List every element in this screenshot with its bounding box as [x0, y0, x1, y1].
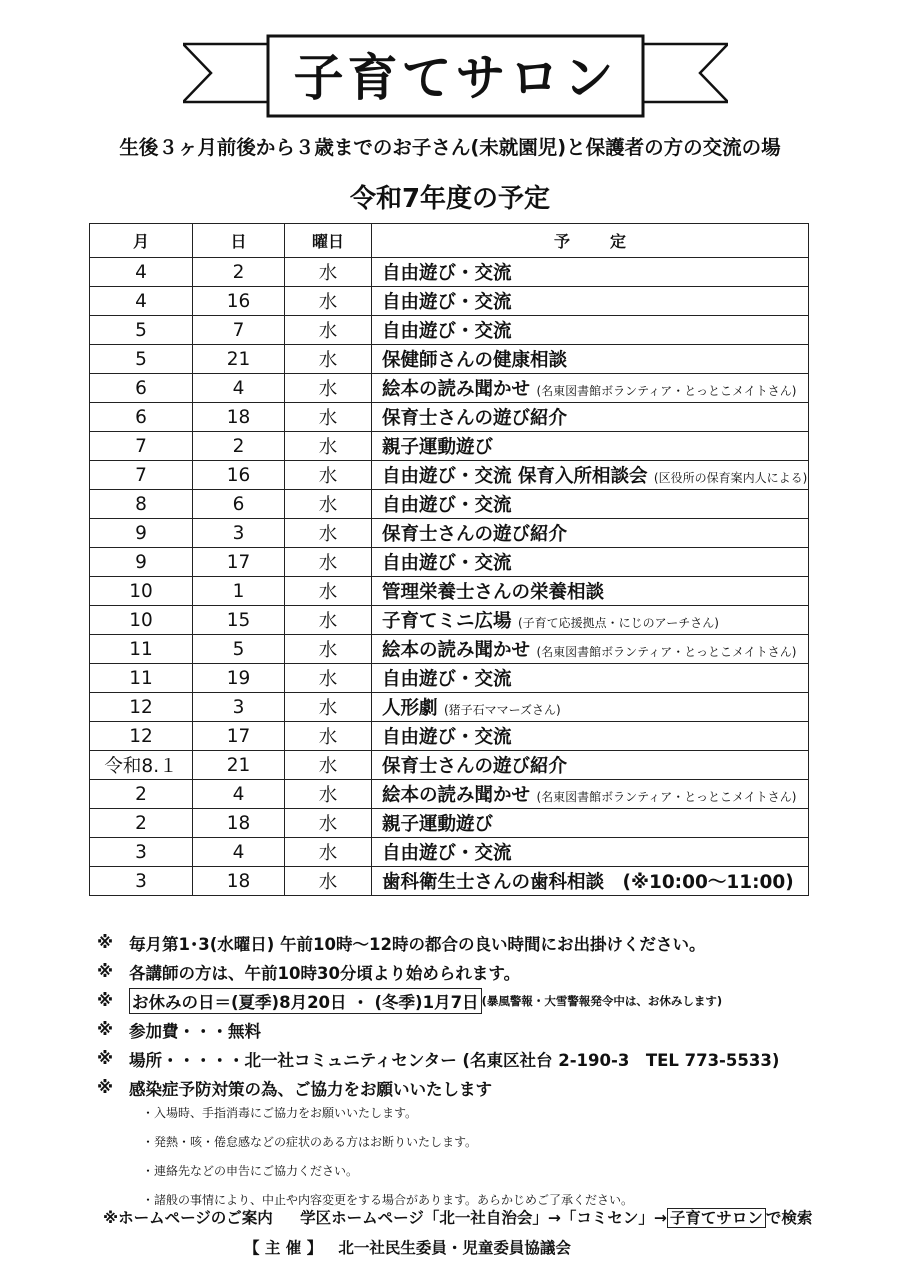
row-day: 4 [193, 374, 285, 403]
row-month: 2 [90, 809, 193, 838]
subtitle: 生後３ヶ月前後から３歳までのお子さん(未就園児)と保護者の方の交流の場 [119, 136, 781, 159]
plan-text: 自由遊び・交流 [382, 553, 512, 574]
note-holiday [97, 986, 877, 1015]
row-weekday: 水 [285, 664, 372, 693]
row-plan [372, 838, 809, 867]
row-plan [372, 664, 809, 693]
row-plan [372, 287, 809, 316]
row-plan [372, 780, 809, 809]
row-day: 17 [193, 722, 285, 751]
plan-text: 自由遊び・交流 [382, 263, 512, 284]
row-day: 17 [193, 548, 285, 577]
row-month: 6 [90, 403, 193, 432]
row-month: 3 [90, 838, 193, 867]
row-day: 2 [193, 432, 285, 461]
row-month: 4 [90, 287, 193, 316]
row-plan [372, 809, 809, 838]
plan-text: 人形劇 [382, 698, 438, 719]
row-day: 2 [193, 258, 285, 287]
holiday-box: お休みの日＝(夏季)8月20日 ・ (冬季)1月7日 [129, 988, 482, 1014]
row-plan [372, 403, 809, 432]
table-row [90, 780, 809, 809]
row-weekday: 水 [285, 403, 372, 432]
plan-text: 自由遊び・交流 [382, 843, 512, 864]
plan-text: 自由遊び・交流 保育入所相談会 [382, 466, 648, 487]
plan-text: 絵本の読み聞かせ [382, 640, 531, 661]
sub-note: ・発熱・咳・倦怠感などの症状のある方はお断りいたします。 [142, 1135, 478, 1149]
row-plan [372, 751, 809, 780]
row-plan [372, 345, 809, 374]
row-month: 10 [90, 606, 193, 635]
plan-text: 親子運動遊び [382, 814, 494, 835]
row-month: 7 [90, 461, 193, 490]
row-day: 18 [193, 809, 285, 838]
row-day: 4 [193, 838, 285, 867]
table-row [90, 403, 809, 432]
note-time-text: 毎月第1･3(水曜日) 午前10時～12時の都合の良い時間にお出掛けください。 [129, 934, 706, 954]
plan-text: 保育士さんの遊び紹介 [382, 408, 568, 429]
note-mark: ※ [97, 991, 114, 1010]
row-month: 8 [90, 490, 193, 519]
table-row [90, 606, 809, 635]
row-weekday: 水 [285, 722, 372, 751]
row-day: 1 [193, 577, 285, 606]
note-place [97, 1044, 877, 1073]
homepage-suffix: で検索 [765, 1209, 813, 1227]
row-month: 11 [90, 664, 193, 693]
row-month: 4 [90, 258, 193, 287]
schedule-body [90, 258, 809, 896]
row-weekday: 水 [285, 548, 372, 577]
row-weekday: 水 [285, 635, 372, 664]
table-row [90, 345, 809, 374]
row-day: 16 [193, 287, 285, 316]
row-day: 21 [193, 345, 285, 374]
plan-text: 自由遊び・交流 [382, 292, 512, 313]
note-fee-text: 参加費・・・無料 [129, 1021, 261, 1041]
title-banner [183, 32, 728, 127]
row-plan [372, 722, 809, 751]
plan-text: 絵本の読み聞かせ [382, 379, 531, 400]
plan-text: 自由遊び・交流 [382, 495, 512, 516]
plan-text: 自由遊び・交流 [382, 727, 512, 748]
table-row [90, 693, 809, 722]
homepage-search-term: 子育てサロン [667, 1208, 766, 1228]
row-month: 令和8.１ [90, 751, 193, 780]
row-weekday: 水 [285, 519, 372, 548]
table-row [90, 519, 809, 548]
table-row [90, 722, 809, 751]
row-month: 10 [90, 577, 193, 606]
plan-note: (区役所の保育案内人による) [653, 471, 808, 485]
row-month: 7 [90, 432, 193, 461]
plan-text: 保育士さんの遊び紹介 [382, 524, 568, 545]
header-day: 日 [193, 224, 285, 258]
row-weekday: 水 [285, 838, 372, 867]
row-weekday: 水 [285, 780, 372, 809]
plan-text: 親子運動遊び [382, 437, 494, 458]
row-weekday: 水 [285, 432, 372, 461]
sub-note: ・入場時、手指消毒にご協力をお願いいたします。 [142, 1106, 418, 1120]
table-row [90, 635, 809, 664]
row-month: 5 [90, 316, 193, 345]
row-day: 6 [193, 490, 285, 519]
row-plan [372, 635, 809, 664]
table-row [90, 809, 809, 838]
schedule-table [89, 223, 809, 896]
row-day: 18 [193, 403, 285, 432]
note-place-text: 場所・・・・・北一社コミュニティセンター (名東区社台 2-190-3 TEL 773-5533) [129, 1050, 780, 1070]
schedule-heading: 令和7年度の予定 [349, 184, 551, 214]
row-day: 19 [193, 664, 285, 693]
note-lecture-text: 各講師の方は、午前10時30分頃より始められます。 [129, 963, 521, 983]
page-title: 子育てサロン [293, 49, 618, 107]
row-plan [372, 577, 809, 606]
table-row [90, 548, 809, 577]
row-weekday: 水 [285, 287, 372, 316]
table-row [90, 838, 809, 867]
row-weekday: 水 [285, 606, 372, 635]
row-plan [372, 316, 809, 345]
plan-note: (名東図書館ボランティア・とっとこメイトさん) [536, 645, 797, 659]
plan-text: 絵本の読み聞かせ [382, 785, 531, 806]
homepage-guide [103, 1206, 812, 1228]
row-plan [372, 519, 809, 548]
row-weekday: 水 [285, 316, 372, 345]
table-row [90, 287, 809, 316]
row-day: 15 [193, 606, 285, 635]
plan-note: (名東図書館ボランティア・とっとこメイトさん) [536, 790, 797, 804]
plan-text: 子育てミニ広場 [382, 611, 512, 632]
row-weekday: 水 [285, 577, 372, 606]
row-weekday: 水 [285, 345, 372, 374]
plan-text: 保育士さんの遊び紹介 [382, 756, 568, 777]
row-day: 7 [193, 316, 285, 345]
row-month: 5 [90, 345, 193, 374]
table-row [90, 374, 809, 403]
header-weekday: 曜日 [285, 224, 372, 258]
row-day: 5 [193, 635, 285, 664]
plan-text: 自由遊び・交流 [382, 321, 512, 342]
note-mark: ※ [97, 1078, 114, 1097]
row-weekday: 水 [285, 374, 372, 403]
table-row [90, 316, 809, 345]
note-time [97, 928, 877, 957]
notes-section [97, 928, 877, 1102]
plan-note: (名東図書館ボランティア・とっとこメイトさん) [536, 384, 797, 398]
plan-text: 管理栄養士さんの栄養相談 [382, 582, 605, 603]
row-weekday: 水 [285, 809, 372, 838]
row-month: 9 [90, 548, 193, 577]
row-day: 3 [193, 519, 285, 548]
note-mark: ※ [97, 1049, 114, 1068]
table-row [90, 258, 809, 287]
row-day: 18 [193, 867, 285, 896]
holiday-extra: (暴風警報・大雪警報発令中は、お休みします) [481, 993, 723, 1008]
note-mark: ※ [97, 962, 114, 981]
row-plan [372, 693, 809, 722]
note-lecture [97, 957, 877, 986]
row-weekday: 水 [285, 867, 372, 896]
table-row [90, 490, 809, 519]
infection-sub-notes [142, 1098, 633, 1214]
table-row [90, 664, 809, 693]
row-plan [372, 548, 809, 577]
plan-note: (猪子石ママーズさん) [443, 703, 561, 717]
row-day: 3 [193, 693, 285, 722]
homepage-path: 学区ホームページ「北一社自治会」→「コミセン」→ [300, 1209, 667, 1227]
row-weekday: 水 [285, 490, 372, 519]
row-weekday: 水 [285, 461, 372, 490]
table-header-row [90, 224, 809, 258]
row-day: 16 [193, 461, 285, 490]
row-weekday: 水 [285, 751, 372, 780]
table-row [90, 461, 809, 490]
row-plan [372, 258, 809, 287]
homepage-label: ※ホームページのご案内 [103, 1209, 273, 1227]
plan-text: 自由遊び・交流 [382, 669, 512, 690]
plan-note: (子育て応援拠点・にじのアーチさん) [517, 616, 719, 630]
row-month: 11 [90, 635, 193, 664]
table-row [90, 751, 809, 780]
organizer-name: 北一社民生委員・児童委員協議会 [338, 1239, 571, 1257]
row-plan [372, 461, 809, 490]
note-fee [97, 1015, 877, 1044]
table-row [90, 867, 809, 896]
header-month: 月 [90, 224, 193, 258]
row-plan [372, 490, 809, 519]
table-row [90, 577, 809, 606]
row-plan [372, 606, 809, 635]
note-mark: ※ [97, 1020, 114, 1039]
organizer-label: 【 主 催 】 [244, 1239, 323, 1257]
row-day: 4 [193, 780, 285, 809]
row-month: 2 [90, 780, 193, 809]
row-plan [372, 867, 809, 896]
sub-note: ・連絡先などの申告にご協力ください。 [142, 1164, 359, 1178]
note-infection-text: 感染症予防対策の為、ご協力をお願いいたします [129, 1079, 492, 1099]
row-month: 9 [90, 519, 193, 548]
row-weekday: 水 [285, 693, 372, 722]
row-weekday: 水 [285, 258, 372, 287]
organizer [244, 1236, 571, 1258]
note-mark: ※ [97, 933, 114, 952]
row-month: 12 [90, 722, 193, 751]
row-month: 6 [90, 374, 193, 403]
plan-text: 歯科衛生士さんの歯科相談 (※10:00～11:00) [382, 872, 794, 893]
sub-note: ・諸般の事情により、中止や内容変更をする場合があります。あらかじめご了承ください。 [142, 1193, 634, 1207]
row-month: 3 [90, 867, 193, 896]
row-plan [372, 374, 809, 403]
row-month: 12 [90, 693, 193, 722]
header-plan: 予定 [372, 224, 809, 258]
plan-text: 保健師さんの健康相談 [382, 350, 568, 371]
row-day: 21 [193, 751, 285, 780]
row-plan [372, 432, 809, 461]
table-row [90, 432, 809, 461]
